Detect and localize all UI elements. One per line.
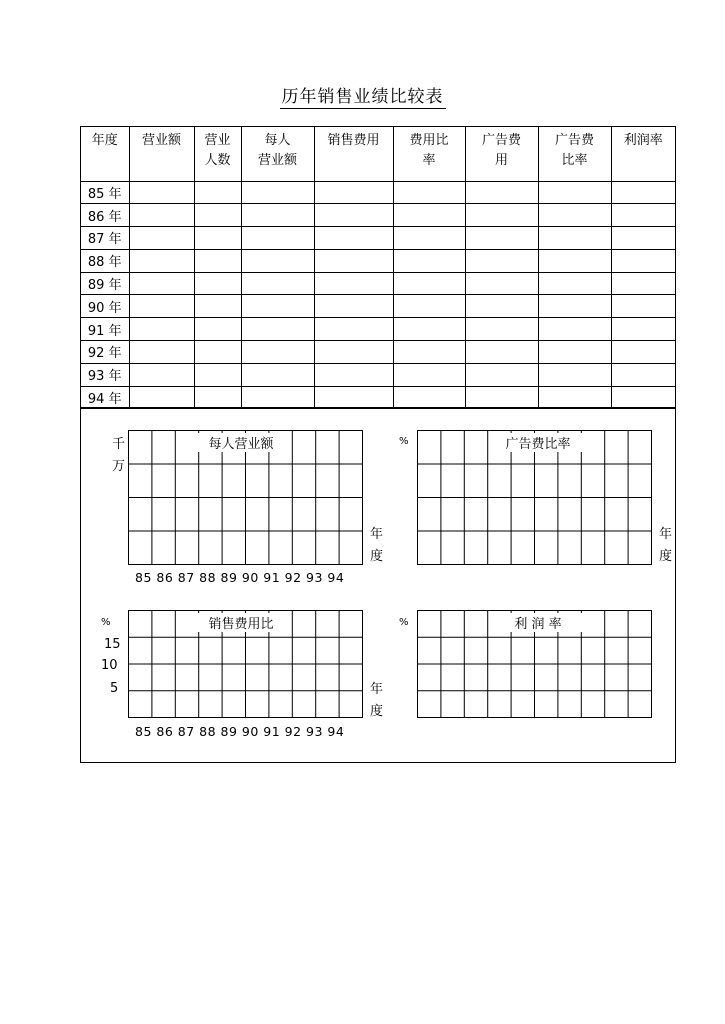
empty-cell[interactable] — [129, 204, 194, 227]
empty-cell[interactable] — [129, 363, 194, 386]
axis-label-nian: 年 — [370, 527, 384, 542]
chart-title-profit: 利 润 率 — [490, 613, 586, 632]
year-cell: 94 年 — [81, 386, 129, 409]
table-row — [81, 341, 675, 364]
empty-cell[interactable] — [194, 363, 241, 386]
empty-cell[interactable] — [241, 295, 314, 318]
header-expense-ratio: 费用比 率 — [393, 127, 465, 181]
empty-cell[interactable] — [314, 386, 393, 409]
axis-label-du: 度 — [659, 549, 673, 564]
table-header-row — [81, 127, 675, 181]
y-unit-percent: % — [101, 617, 111, 628]
empty-cell[interactable] — [393, 363, 465, 386]
empty-cell[interactable] — [314, 295, 393, 318]
axis-label-nian: 年 — [370, 682, 384, 697]
empty-cell[interactable] — [314, 181, 393, 204]
table-row — [81, 272, 675, 295]
table-row — [81, 227, 675, 250]
year-cell: 92 年 — [81, 341, 129, 364]
empty-cell[interactable] — [314, 272, 393, 295]
empty-cell[interactable] — [314, 204, 393, 227]
empty-cell[interactable] — [314, 249, 393, 272]
empty-cell[interactable] — [129, 386, 194, 409]
y-tick-5: 5 — [110, 681, 119, 696]
empty-cell[interactable] — [129, 295, 194, 318]
empty-cell[interactable] — [538, 227, 611, 250]
empty-cell[interactable] — [129, 318, 194, 341]
empty-cell[interactable] — [314, 227, 393, 250]
empty-cell[interactable] — [611, 249, 675, 272]
empty-cell[interactable] — [393, 295, 465, 318]
empty-cell[interactable] — [538, 272, 611, 295]
empty-cell[interactable] — [538, 181, 611, 204]
header-revenue: 营业额 — [129, 127, 194, 181]
empty-cell[interactable] — [393, 249, 465, 272]
empty-cell[interactable] — [129, 181, 194, 204]
y-tick-10: 10 — [101, 658, 118, 673]
y-unit-qian: 千 — [112, 437, 126, 452]
year-cell: 89 年 — [81, 272, 129, 295]
header-year: 年度 — [81, 127, 129, 181]
empty-cell[interactable] — [241, 227, 314, 250]
empty-cell[interactable] — [465, 227, 538, 250]
empty-cell[interactable] — [611, 386, 675, 409]
empty-cell[interactable] — [314, 341, 393, 364]
header-staff-count: 营业 人数 — [194, 127, 241, 181]
axis-label-nian: 年 — [659, 527, 673, 542]
empty-cell[interactable] — [393, 204, 465, 227]
empty-cell[interactable] — [611, 227, 675, 250]
y-unit-percent: % — [399, 436, 409, 447]
empty-cell[interactable] — [465, 272, 538, 295]
empty-cell[interactable] — [465, 318, 538, 341]
empty-cell[interactable] — [194, 181, 241, 204]
empty-cell[interactable] — [393, 341, 465, 364]
year-cell: 93 年 — [81, 363, 129, 386]
empty-cell[interactable] — [194, 295, 241, 318]
empty-cell[interactable] — [393, 181, 465, 204]
empty-cell[interactable] — [465, 204, 538, 227]
year-cell: 91 年 — [81, 318, 129, 341]
page-title: 历年销售业绩比较表 — [281, 87, 444, 107]
empty-cell[interactable] — [194, 204, 241, 227]
empty-cell[interactable] — [611, 318, 675, 341]
empty-cell[interactable] — [465, 386, 538, 409]
empty-cell[interactable] — [611, 272, 675, 295]
empty-cell[interactable] — [465, 341, 538, 364]
section-divider — [81, 407, 675, 408]
empty-cell[interactable] — [241, 386, 314, 409]
x-axis-years: 85 86 87 88 89 90 91 92 93 94 — [135, 570, 345, 585]
year-cell: 86 年 — [81, 204, 129, 227]
empty-cell[interactable] — [314, 318, 393, 341]
empty-cell[interactable] — [611, 363, 675, 386]
y-tick-15: 15 — [104, 637, 121, 652]
empty-cell[interactable] — [194, 249, 241, 272]
axis-label-du: 度 — [370, 549, 384, 564]
table-row — [81, 181, 675, 204]
empty-cell[interactable] — [129, 227, 194, 250]
empty-cell[interactable] — [611, 204, 675, 227]
empty-cell[interactable] — [611, 295, 675, 318]
table-row — [81, 204, 675, 227]
sales-table — [81, 127, 675, 409]
table-row — [81, 363, 675, 386]
empty-cell[interactable] — [393, 272, 465, 295]
axis-label-du: 度 — [370, 704, 384, 719]
empty-cell[interactable] — [611, 181, 675, 204]
header-revenue-per-person: 每人 营业额 — [241, 127, 314, 181]
empty-cell[interactable] — [465, 363, 538, 386]
y-unit-percent: % — [399, 617, 409, 628]
empty-cell[interactable] — [241, 318, 314, 341]
header-ad-ratio: 广告费 比率 — [538, 127, 611, 181]
empty-cell[interactable] — [194, 386, 241, 409]
empty-cell[interactable] — [241, 249, 314, 272]
empty-cell[interactable] — [241, 181, 314, 204]
table-row — [81, 249, 675, 272]
empty-cell[interactable] — [538, 295, 611, 318]
empty-cell[interactable] — [611, 341, 675, 364]
year-cell: 87 年 — [81, 227, 129, 250]
empty-cell[interactable] — [241, 341, 314, 364]
empty-cell[interactable] — [538, 363, 611, 386]
year-cell: 85 年 — [81, 181, 129, 204]
chart-title-per-capita: 每人营业额 — [197, 433, 285, 452]
empty-cell[interactable] — [314, 363, 393, 386]
empty-cell[interactable] — [393, 318, 465, 341]
empty-cell[interactable] — [129, 272, 194, 295]
empty-cell[interactable] — [129, 249, 194, 272]
header-sales-expense: 销售费用 — [314, 127, 393, 181]
empty-cell[interactable] — [194, 341, 241, 364]
empty-cell[interactable] — [393, 386, 465, 409]
table-row — [81, 318, 675, 341]
empty-cell[interactable] — [241, 204, 314, 227]
table-row — [81, 295, 675, 318]
empty-cell[interactable] — [465, 295, 538, 318]
header-profit-rate: 利润率 — [611, 127, 675, 181]
empty-cell[interactable] — [538, 249, 611, 272]
chart-title-ad-ratio: 广告费比率 — [490, 433, 586, 452]
header-ad-expense: 广告费 用 — [465, 127, 538, 181]
chart-title-sales-expense: 销售费用比 — [197, 613, 285, 632]
empty-cell[interactable] — [538, 318, 611, 341]
empty-cell[interactable] — [194, 227, 241, 250]
empty-cell[interactable] — [194, 318, 241, 341]
empty-cell[interactable] — [194, 272, 241, 295]
year-cell: 88 年 — [81, 249, 129, 272]
table-row — [81, 386, 675, 409]
empty-cell[interactable] — [538, 204, 611, 227]
empty-cell[interactable] — [465, 181, 538, 204]
empty-cell[interactable] — [393, 227, 465, 250]
y-unit-wan: 万 — [112, 459, 126, 474]
year-cell: 90 年 — [81, 295, 129, 318]
x-axis-years: 85 86 87 88 89 90 91 92 93 94 — [135, 724, 345, 739]
empty-cell[interactable] — [129, 341, 194, 364]
empty-cell[interactable] — [538, 386, 611, 409]
empty-cell[interactable] — [241, 272, 314, 295]
empty-cell[interactable] — [241, 363, 314, 386]
empty-cell[interactable] — [538, 341, 611, 364]
empty-cell[interactable] — [465, 249, 538, 272]
